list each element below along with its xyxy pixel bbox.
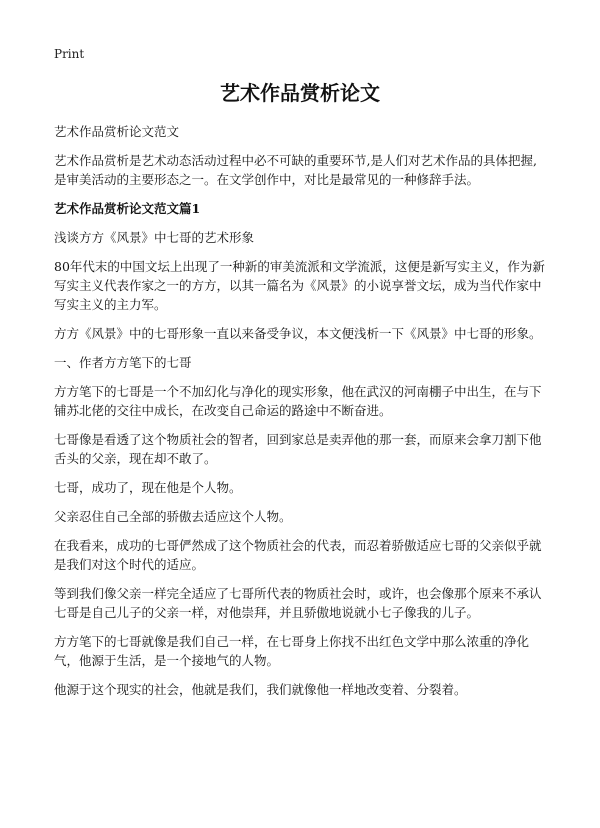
paragraph: 方方笔下的七哥是一个不加幻化与净化的现实形象，他在武汉的河南棚子中出生，在与下铺苏北佬的交往中成长，在改变自己命运的路途中不断奋进。	[54, 384, 542, 418]
page-title: 艺术作品赏析论文	[220, 81, 380, 105]
paragraph: 在我看来，成功的七哥俨然成了这个物质社会的代表，而忍着骄傲适应七哥的父亲似乎就是我们对这个时代的适应。	[54, 538, 542, 572]
paragraph: 80年代末的中国文坛上出现了一种新的审美流派和文学流派，这便是新写实主义，作为新写实主义代表作家之一的方方，以其一篇名为《风景》的小说享誉文坛，成为当代作家中写实主义的主力军。	[54, 259, 545, 312]
paragraph: 方方笔下的七哥就像是我们自己一样，在七哥身上你找不出红色文学中那么浓重的净化气，他源于生活，是一个接地气的人物。	[54, 634, 530, 668]
print-link[interactable]: Print	[54, 47, 85, 61]
paragraph: 父亲忍住自己全部的骄傲去适应这个人物。	[54, 509, 292, 524]
paragraph: 七哥像是看透了这个物质社会的智者，回到家总是卖弄他的那一套，而原来会拿刀割下他舌头的父亲，现在却不敢了。	[54, 432, 542, 466]
paragraph: 艺术作品赏析论文范文	[54, 124, 180, 139]
paragraph: 艺术作品赏析是艺术动态活动过程中必不可缺的重要环节,是人们对艺术作品的具体把握,是审美活动的主要形态之一。在文学创作中，对比是最常见的一种修辞手法。	[54, 153, 537, 187]
section-heading: 艺术作品赏析论文范文篇1	[54, 201, 201, 216]
paragraph: 等到我们像父亲一样完全适应了七哥所代表的物质社会时，或许，也会像那个原来不承认七哥是自己儿子的父亲一样，对他崇拜，并且骄傲地说就小七子像我的儿子。	[54, 586, 542, 620]
paragraph: 方方《风景》中的七哥形象一直以来备受争议，本文便浅析一下《风景》中七哥的形象。	[54, 326, 542, 341]
paragraph: 七哥，成功了，现在他是个人物。	[54, 480, 242, 495]
paragraph: 浅谈方方《风景》中七哥的艺术形象	[54, 230, 255, 245]
article-body	[54, 122, 546, 709]
paragraph: 他源于这个现实的社会，他就是我们，我们就像他一样地改变着、分裂着。	[54, 682, 467, 697]
paragraph: 一、作者方方笔下的七哥	[54, 355, 192, 370]
